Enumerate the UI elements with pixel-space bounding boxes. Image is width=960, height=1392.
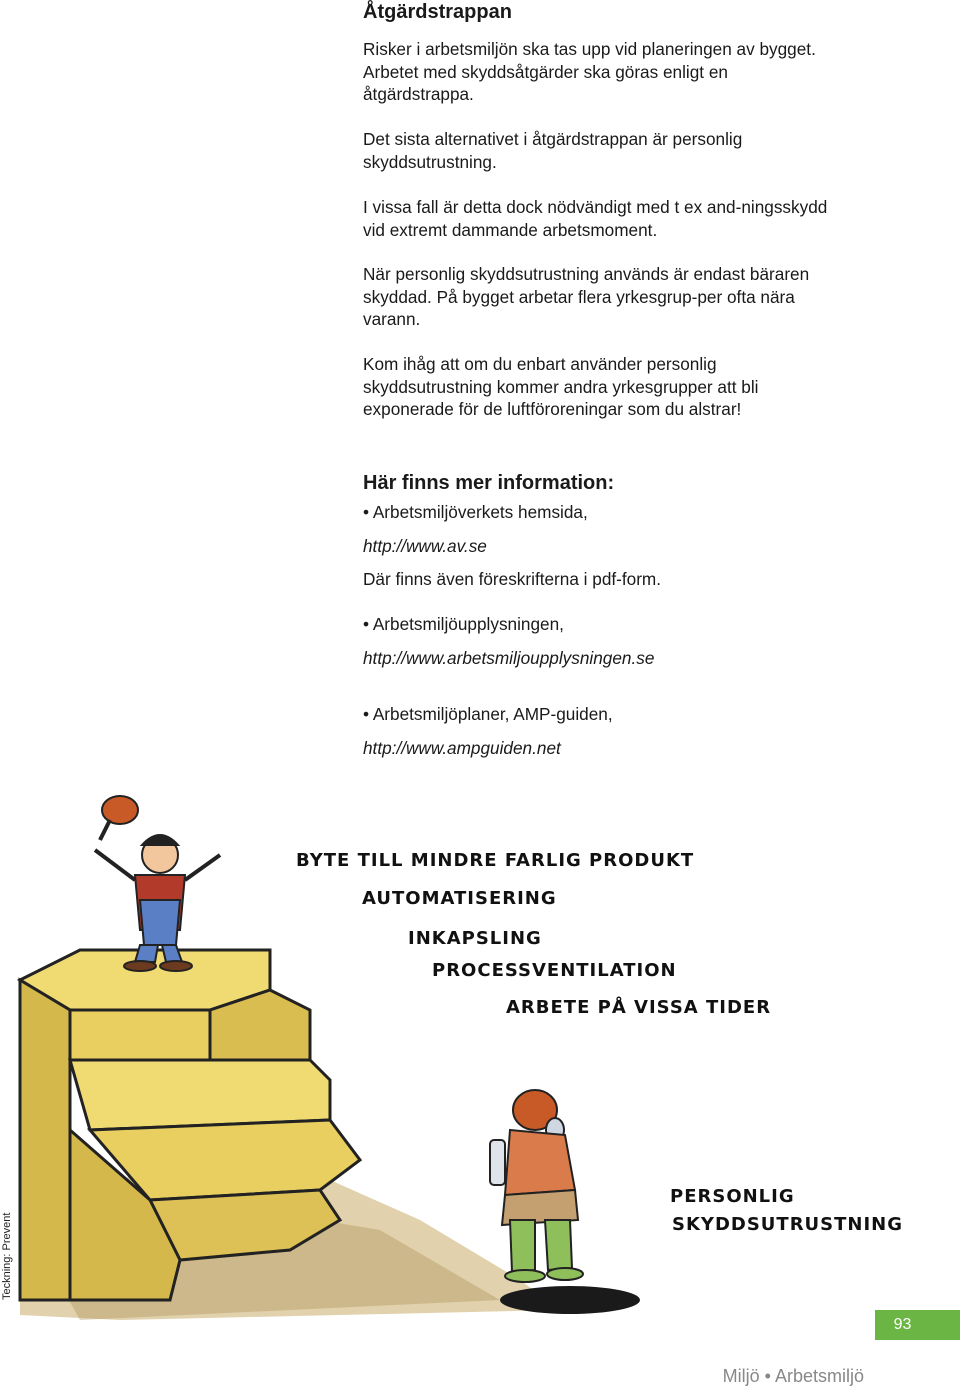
- info-item-aml-label: • Arbetsmiljöupplysningen,: [363, 614, 564, 634]
- worker-celebrating-icon: [95, 796, 220, 971]
- step-label-3: INKAPSLING: [408, 928, 542, 949]
- info-item-aml-link[interactable]: http://www.arbetsmiljoupplysningen.se: [363, 648, 655, 668]
- staircase-illustration: [0, 780, 960, 1340]
- info-item-amp-link[interactable]: http://www.ampguiden.net: [363, 738, 561, 758]
- step-label-4: PROCESSVENTILATION: [432, 960, 677, 981]
- info-item-amp-label: • Arbetsmiljöplaner, AMP-guiden,: [363, 704, 613, 724]
- footer-section-title: Miljö • Arbetsmiljö: [722, 1366, 864, 1386]
- article-title: Åtgärdstrappan: [363, 1, 512, 23]
- page-number: 93: [893, 1316, 912, 1333]
- worker-protective-gear-icon: [490, 1090, 583, 1282]
- spill-puddle: [500, 1286, 640, 1314]
- step-label-5: ARBETE PÅ VISSA TIDER: [506, 997, 772, 1018]
- info-item-av-label: • Arbetsmiljöverkets hemsida,: [363, 502, 588, 522]
- paragraph-last-alternative: Det sista alternativet i åtgärdstrappan är personlig skyddsutrustning.: [363, 129, 743, 172]
- more-info-heading: Här finns mer information:: [363, 472, 615, 494]
- info-item-av-note: Där finns även föreskrifterna i pdf-form.: [363, 569, 662, 589]
- step-label-1: BYTE TILL MINDRE FARLIG PRODUKT: [296, 850, 695, 871]
- paragraph-reminder: Kom ihåg att om du enbart använder personlig skyddsutrustning kommer andra yrkesgrupper att bli exponerade för de luftföroreningar som du alstrar!: [363, 354, 759, 419]
- step-label-2: AUTOMATISERING: [362, 888, 557, 909]
- page-number-badge: [875, 1310, 960, 1340]
- paragraph-wearer-protected: När personlig skyddsutrustning används är endast bäraren skyddad. På bygget arbetar flera yrkesgrup-per ofta nära varann.: [363, 264, 810, 329]
- paragraph-necessity: I vissa fall är detta dock nödvändigt med t ex and-ningsskydd vid extremt dammande arbetsmoment.: [363, 197, 828, 240]
- info-item-av-link[interactable]: http://www.av.se: [363, 536, 487, 556]
- ppe-label-line1: PERSONLIG: [670, 1186, 795, 1207]
- ppe-label-line2: SKYDDSUTRUSTNING: [672, 1214, 904, 1235]
- paragraph-intro: Risker i arbetsmiljön ska tas upp vid planeringen av bygget. Arbetet med skyddsåtgärder ska göras enligt en åtgärdstrappa.: [363, 39, 816, 104]
- illustration-credit: Teckning: Prevent: [1, 1212, 13, 1300]
